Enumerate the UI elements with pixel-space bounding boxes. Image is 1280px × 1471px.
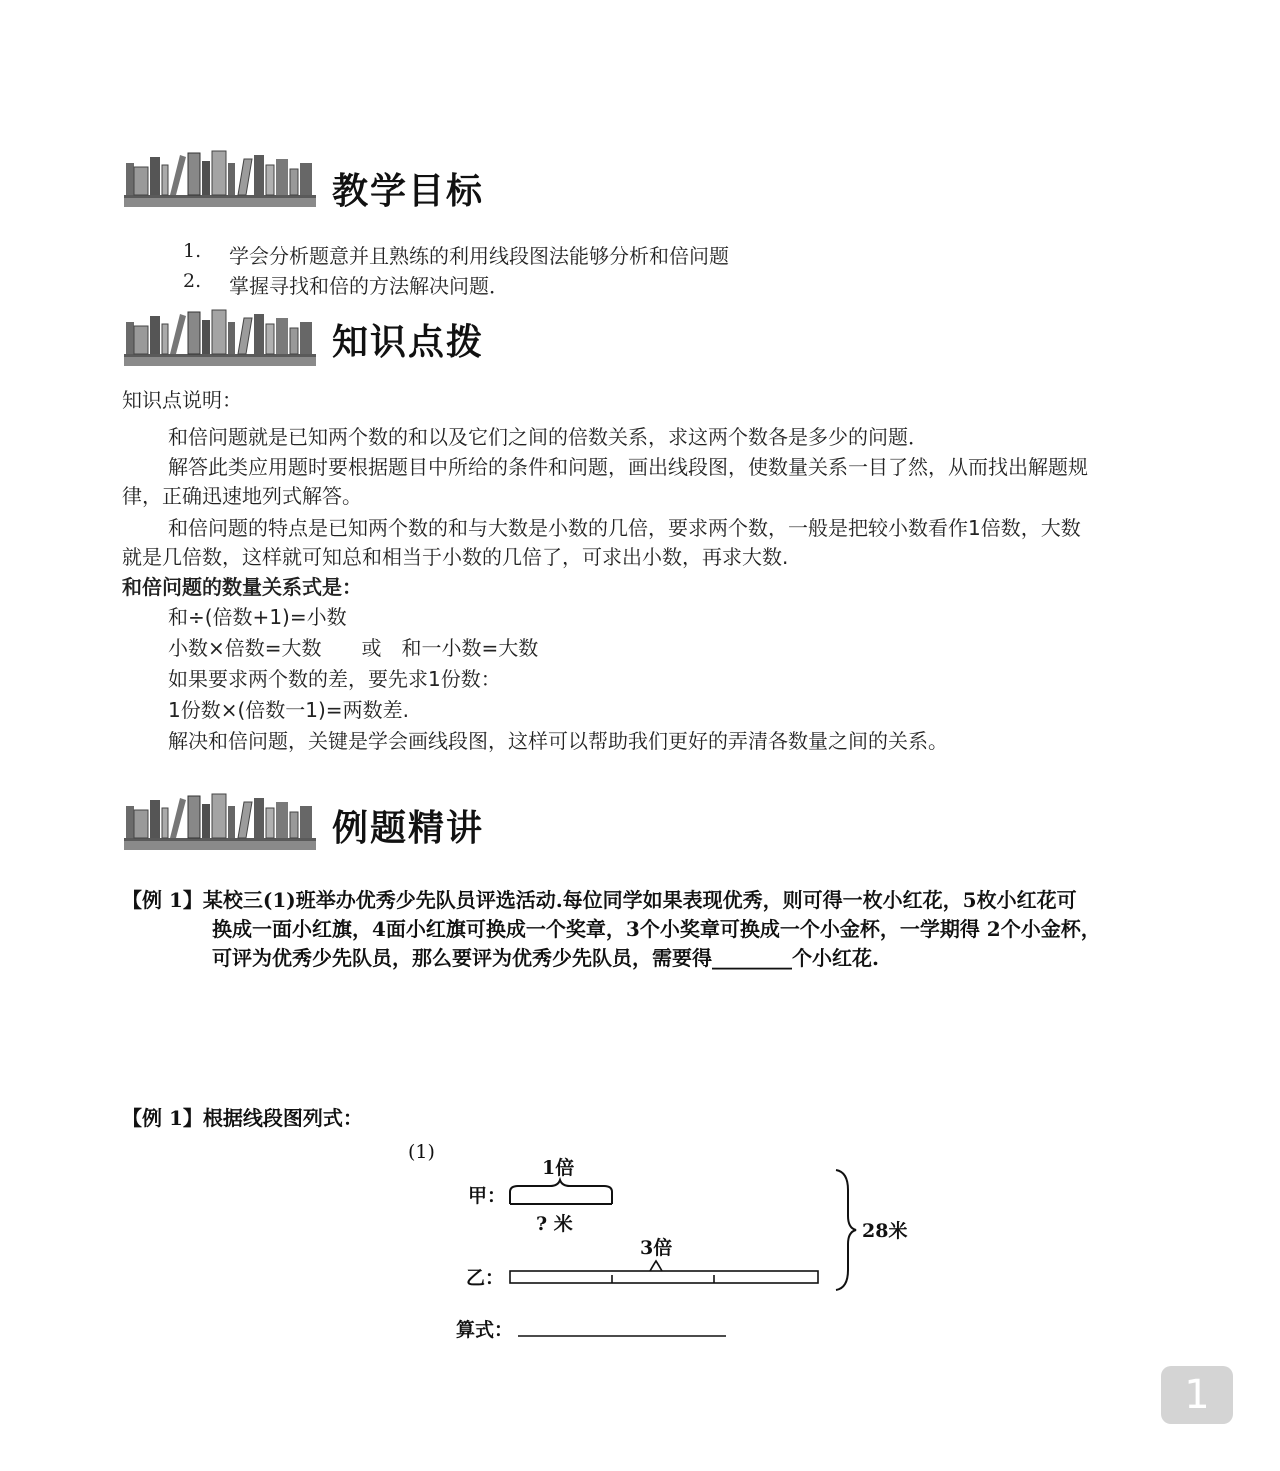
goal-number: 1. — [183, 240, 202, 262]
knowledge-line: 就是几倍数，这样就可知总和相当于小数的几倍了，可求出小数，再求大数. — [122, 545, 789, 569]
section-title-examples: 例题精讲 — [332, 808, 485, 849]
section-bookshelf-icon — [122, 786, 318, 852]
formula-line: 小数×倍数=大数 或 和一小数=大数 — [168, 636, 539, 660]
diagram-part-label: (1) — [408, 1141, 435, 1163]
goal-text: 学会分析题意并且熟练的利用线段图法能够分析和倍问题 — [229, 244, 729, 268]
page-number-badge: 1 — [1161, 1366, 1233, 1424]
goal-item — [183, 270, 1083, 298]
section-bookshelf-icon — [122, 143, 318, 209]
yi-label: 乙： — [466, 1267, 505, 1289]
example-1-line: 【例 1】某校三(1)班举办优秀少先队员评选活动.每位同学如果表现优秀，则可得一枚小红花，5枚小红花可 — [122, 888, 1077, 912]
yi-brace-peak — [650, 1261, 662, 1271]
jia-label: 甲： — [468, 1185, 507, 1207]
section-bookshelf-icon — [122, 302, 318, 368]
example-2-heading: 【例 1】根据线段图列式： — [122, 1106, 363, 1130]
line-segment-diagram — [400, 1130, 940, 1350]
jia-question-label: ? 米 — [536, 1213, 573, 1235]
yi-segment — [510, 1271, 818, 1283]
formula-label: 算式： — [456, 1319, 514, 1341]
goal-item — [183, 240, 1083, 268]
knowledge-line: 解答此类应用题时要根据题目中所给的条件和问题，画出线段图，使数量关系一目了然，从而找出解题规 — [168, 455, 1088, 479]
example-1-line: 可评为优秀少先队员，那么要评为优秀少先队员，需要得________个小红花. — [212, 946, 879, 970]
knowledge-line: 和倍问题就是已知两个数的和以及它们之间的倍数关系，求这两个数各是多少的问题． — [168, 425, 928, 449]
formula-line: 如果要求两个数的差，要先求1份数： — [168, 667, 501, 691]
total-label: 28米 — [862, 1220, 908, 1242]
formula-line: 解决和倍问题，关键是学会画线段图，这样可以帮助我们更好的弄清各数量之间的关系。 — [168, 729, 948, 753]
goal-number: 2. — [183, 270, 202, 292]
total-brace — [836, 1170, 856, 1290]
jia-brace — [510, 1180, 612, 1204]
knowledge-line: 律，正确迅速地列式解答。 — [122, 484, 362, 508]
formula-line: 1份数×(倍数一1)=两数差. — [168, 698, 409, 722]
formula-heading: 和倍问题的数量关系式是： — [122, 575, 362, 599]
section-title-knowledge: 知识点拨 — [332, 322, 485, 363]
knowledge-line: 和倍问题的特点是已知两个数的和与大数是小数的几倍，要求两个数，一般是把较小数看作1倍数，大数 — [168, 516, 1081, 540]
jia-times-label: 1倍 — [542, 1157, 575, 1179]
section-title-goals: 教学目标 — [332, 171, 485, 212]
formula-line: 和÷(倍数+1)=小数 — [168, 605, 347, 629]
goal-text: 掌握寻找和倍的方法解决问题． — [229, 274, 509, 298]
knowledge-heading: 知识点说明： — [122, 388, 242, 412]
example-1-line: 换成一面小红旗，4面小红旗可换成一个奖章，3个小奖章可换成一个小金杯，一学期得 2个小金杯， — [212, 917, 1101, 941]
yi-times-label: 3倍 — [640, 1237, 673, 1259]
